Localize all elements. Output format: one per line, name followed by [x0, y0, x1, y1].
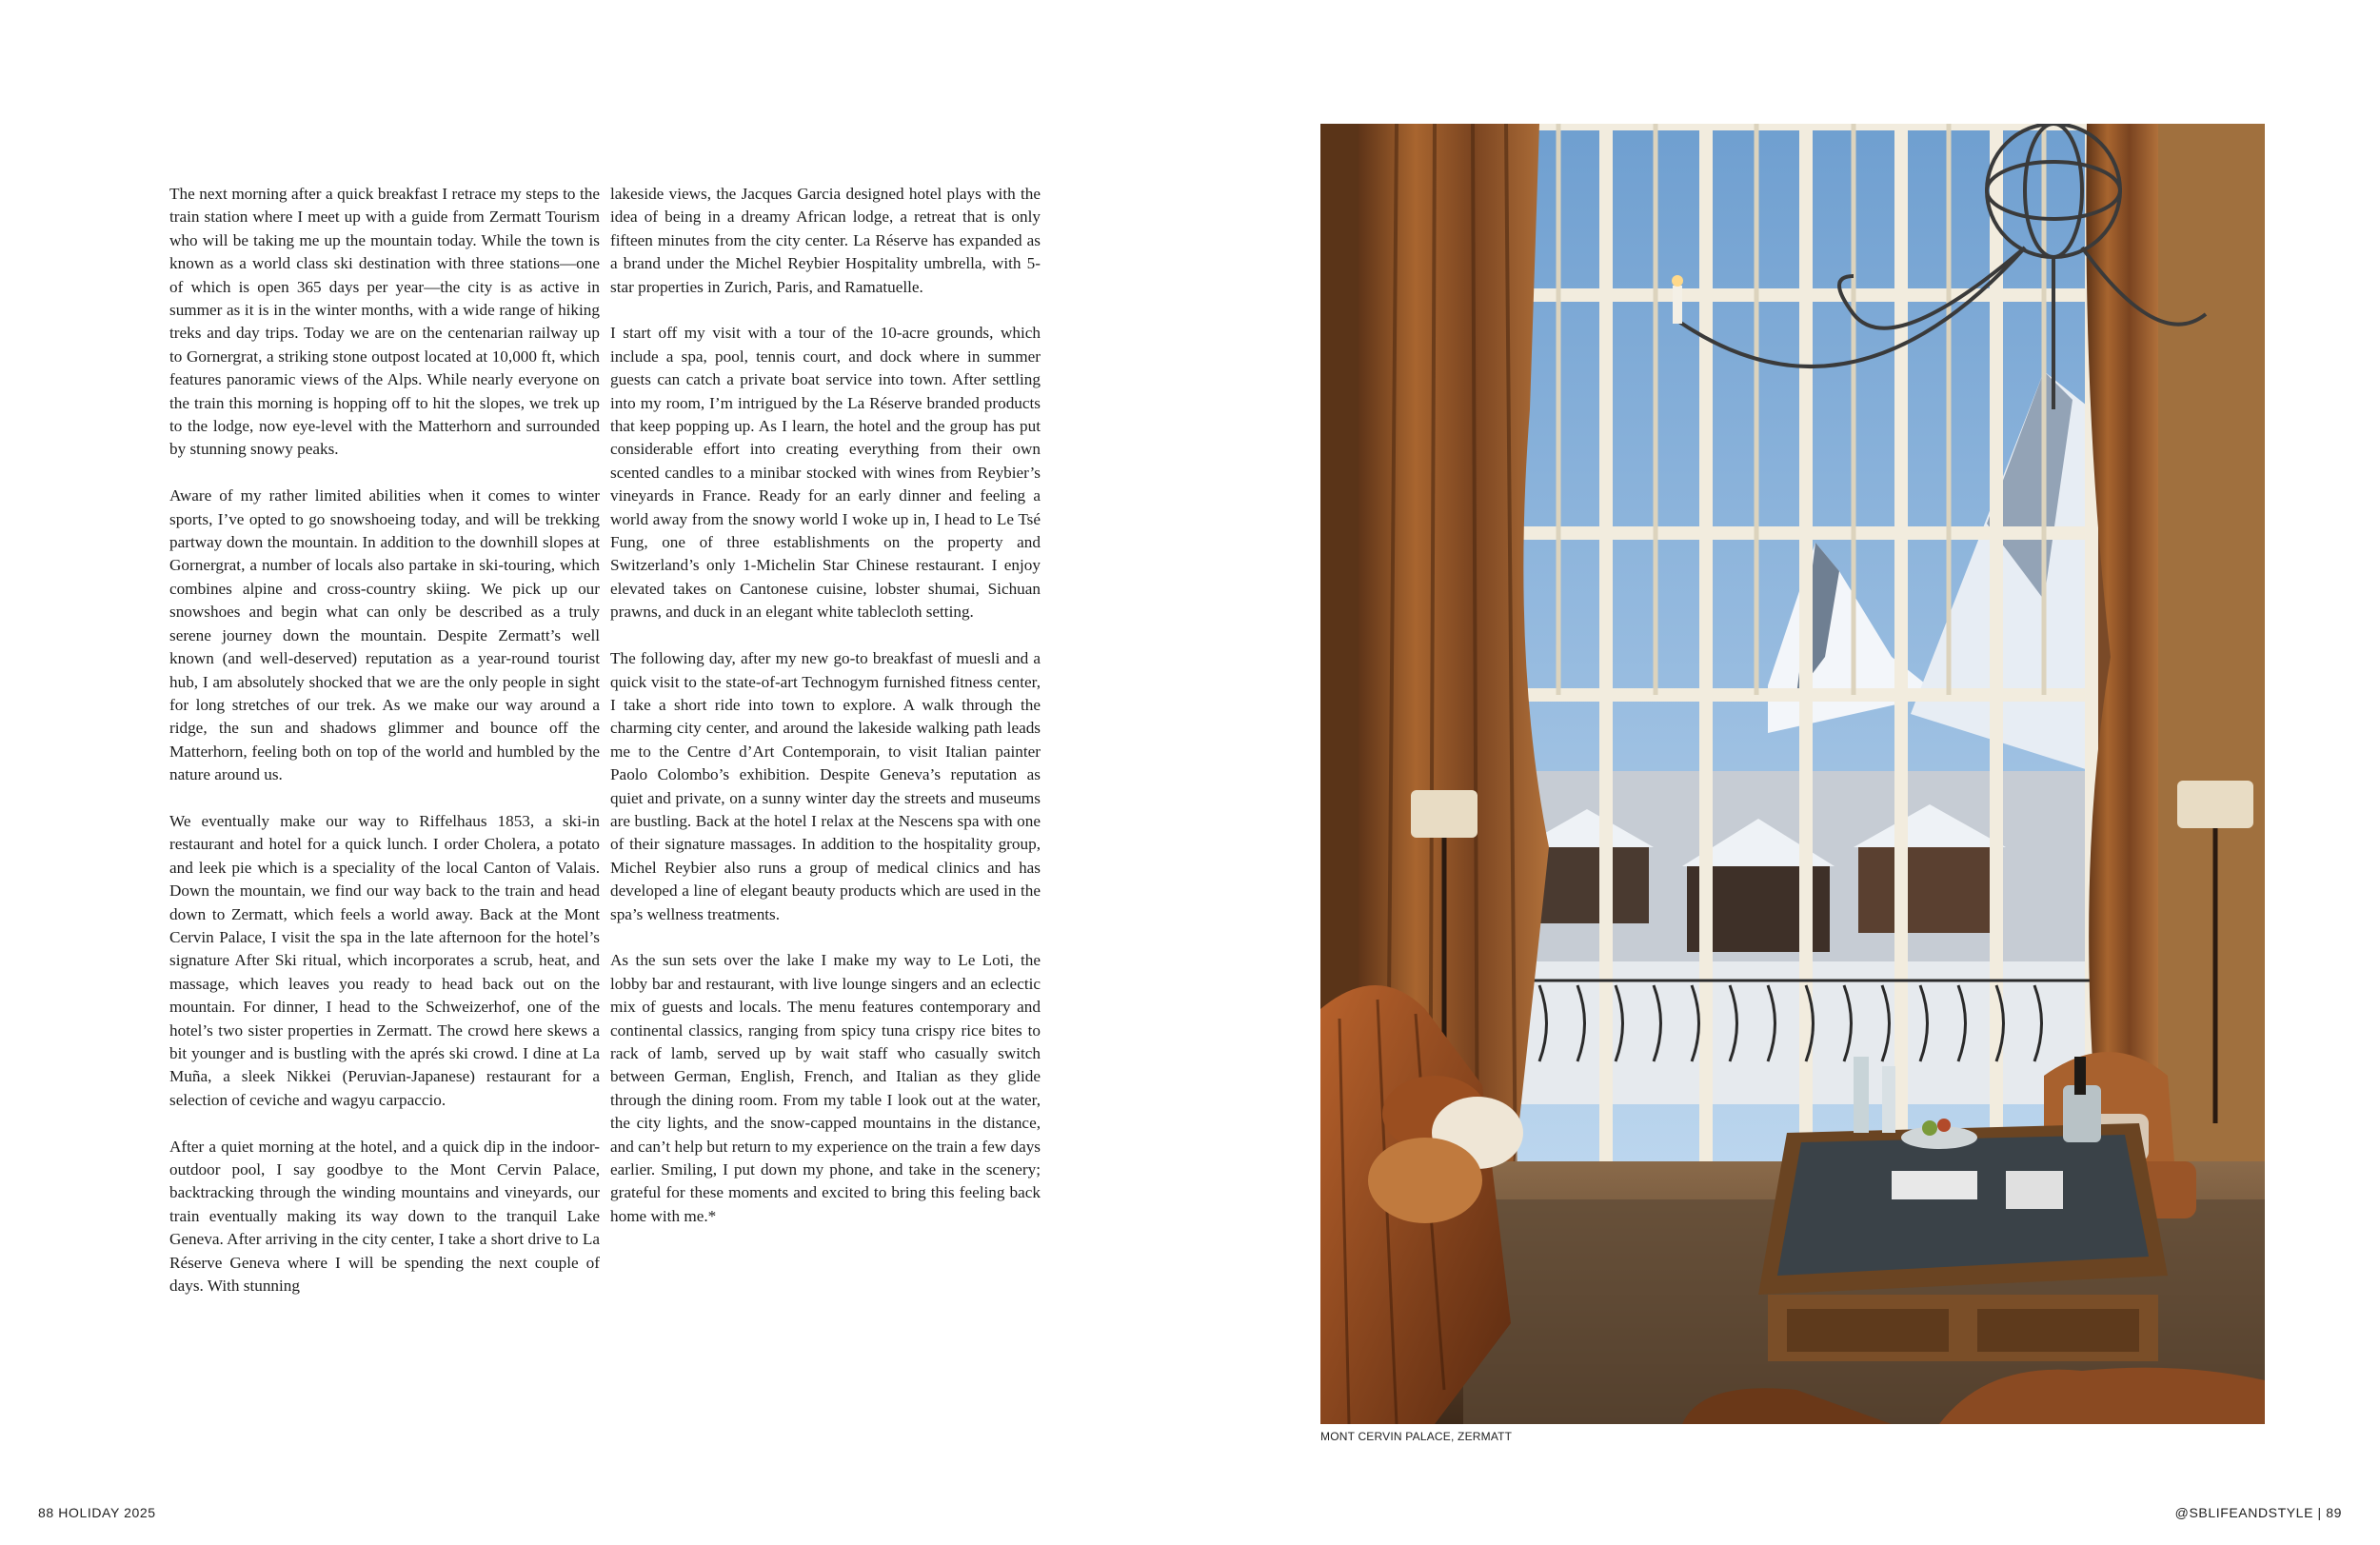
page-folio-right: @SBLIFEANDSTYLE | 89 — [2174, 1505, 2342, 1520]
article-paragraph: After a quiet morning at the hotel, and a quick dip in the indoor-outdoor pool, I say goodbye to the Mont Cervin Palace, backtracking through the winding mountains and vineyards, our train eventually making its way down to the tranquil Lake Geneva. After arriving in the city center, I take a short drive to La Réserve Geneva where I will be spending the next couple of days. With stunning — [169, 1137, 600, 1296]
article-paragraph: lakeside views, the Jacques Garcia designed hotel plays with the idea of being in a dreamy African lodge, a retreat that is only fifteen minutes from the city center. La Réserve has expanded as a brand under the Michel Reybier Hospitality umbrella, with 5-star properties in Zurich, Paris, and Ramatuelle. — [610, 185, 1041, 296]
article-paragraph: The next morning after a quick breakfast I retrace my steps to the train station where I meet up with a guide from Zermatt Tourism who will be taking me up the mountain today. While the town is known as a world class ski destination with three stations—one of which is open 365 days per year—the city is as active in summer as it is in the winter months, with a wide range of hiking treks and day trips. Today we are on the centenarian railway up to Gornergrat, a striking stone outpost located at 10,000 ft, which features panoramic views of the Alps. While nearly everyone on the train this morning is hopping off to hit the slopes, we trek up to the lodge, now eye-level with the Matterhorn and surrounded by stunning snowy peaks. — [169, 185, 600, 459]
article-paragraph: Aware of my rather limited abilities when it comes to winter sports, I’ve opted to go snowshoeing today, and will be trekking partway down the mountain. In addition to the downhill slopes at Gornergrat, a number of locals also partake in ski-touring, which combines alpine and cross-country skiing. We pick up our snowshoes and begin what can only be described as a truly serene journey down the mountain. Despite Zermatt’s well known (and well-deserved) reputation as a year-round tourist hub, I am absolutely shocked that we are the only people in sight for long stretches of our trek. As we make our way around a ridge, the sun and shadows glimmer and bounce off the Matterhorn, feeling both on top of the world and humbled by the nature around us. — [169, 486, 600, 784]
article-paragraph: I start off my visit with a tour of the 10-acre grounds, which include a spa, pool, tennis court, and dock where in summer guests can catch a private boat service into town. After settling into my room, I’m intrigued by the La Réserve branded products that keep popping up. As I learn, the hotel and the group has put considerable effort into creating everything from their own scented candles to a minibar stocked with wines from Reybier’s vineyards in France. Ready for an early dinner and feeling a world away from the snowy world I woke up in, I head to Le Tsé Fung, one of three establishments on the property and Switzerland’s only 1-Michelin Star Chinese restaurant. I enjoy elevated takes on Cantonese cuisine, lobster shumai, Sichuan prawns, and duck in an elegant white tablecloth setting. — [610, 324, 1041, 622]
page-folio-left: 88 HOLIDAY 2025 — [38, 1505, 156, 1520]
article-paragraph: We eventually make our way to Riffelhaus 1853, a ski-in restaurant and hotel for a quick lunch. I order Cholera, a potato and leek pie which is a speciality of the local Canton of Valais. Down the mountain, we find our way back to the train and head down to Zermatt, which feels a world away. Back at the Mont Cervin Palace, I visit the spa in the late afternoon for the hotel’s signature After Ski ritual, which incorporates a scrub, heat, and massage, which leaves you ready to head back out on the mountain. For dinner, I head to the Schweizerhof, one of the hotel’s two sister properties in Zermatt. The crowd here skews a bit younger and is bustling with the aprés ski crowd. I dine at La Muña, a sleek Nikkei (Peruvian-Japanese) restaurant for a selection of ceviche and wagyu carpaccio. — [169, 811, 600, 1109]
hotel-suite-photo — [1320, 124, 2265, 1424]
article-column-2 — [610, 183, 1041, 1252]
photo-caption: MONT CERVIN PALACE, ZERMATT — [1320, 1430, 1513, 1443]
article-paragraph: As the sun sets over the lake I make my way to Le Loti, the lobby bar and restaurant, with live lounge singers and an eclectic mix of guests and locals. The menu features contemporary and continental classics, ranging from spicy tuna crispy rice bites to rack of lamb, served up by wait staff who casually switch between German, English, French, and Italian as they glide through the dining room. From my table I look out at the water, the city lights, and the snow-capped mountains in the distance, and can’t help but return to my experience on the train a few days earlier. Smiling, I put down my phone, and take in the scenery; grateful for these moments and excited to bring this feeling back home with me.* — [610, 951, 1041, 1225]
article-column-1 — [169, 183, 600, 1321]
article-paragraph: The following day, after my new go-to breakfast of muesli and a quick visit to the state-of-art Technogym furnished fitness center, I take a short ride into town to explore. A walk through the charming city center, and around the lakeside walking path leads me to the Centre d’Art Contemporain, to visit Italian painter Paolo Colombo’s exhibition. Despite Geneva’s reputation as quiet and private, on a sunny winter day the streets and museums are bustling. Back at the hotel I relax at the Nescens spa with one of their signature massages. In addition to the hospitality group, Michel Reybier also runs a group of medical clinics and has developed a line of elegant beauty products which are used in the spa’s wellness treatments. — [610, 649, 1041, 923]
